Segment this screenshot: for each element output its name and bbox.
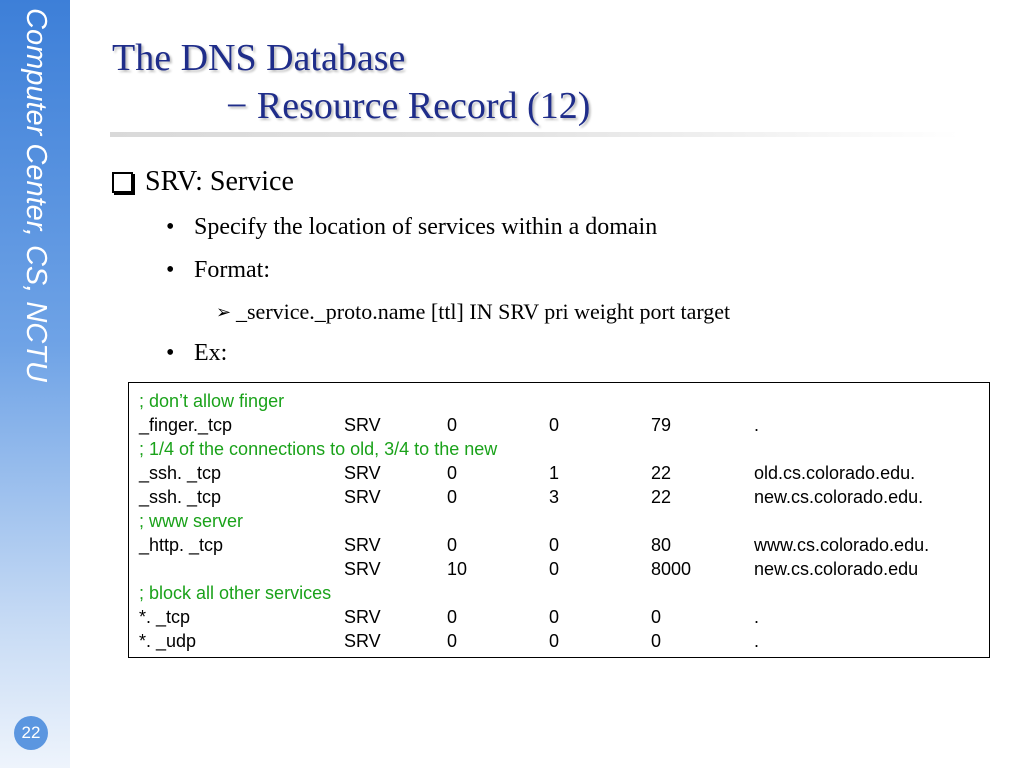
code-comment: ; block all other services [139,583,332,603]
code-cell: 0 [549,535,560,555]
code-cell: 0 [447,415,458,435]
bullet-text: Ex: [194,340,228,366]
bullet-item [166,214,657,241]
code-cell: 0 [651,631,662,651]
code-cell: *. _udp [139,631,197,651]
code-cell: 1 [549,463,560,483]
code-cell: _ssh. _tcp [139,487,222,507]
title-divider [110,132,960,137]
code-cell: 0 [447,463,458,483]
code-cell: new.cs.colorado.edu. [754,487,924,507]
code-cell: SRV [344,559,381,579]
bullet-dot-icon: • [166,257,175,283]
code-cell: SRV [344,535,381,555]
code-box [128,382,990,658]
code-cell: 79 [651,415,672,435]
code-cell: . [754,607,760,627]
code-cell: SRV [344,631,381,651]
code-cell: _finger._tcp [139,415,233,435]
code-cell: 0 [447,535,458,555]
code-cell: . [754,415,760,435]
title-line-1: The DNS Database [112,37,406,79]
bullet-item [166,257,270,284]
code-cell: SRV [344,463,381,483]
code-cell: SRV [344,607,381,627]
code-cell: 10 [447,559,468,579]
code-cell: . [754,631,760,651]
code-cell: *. _tcp [139,607,191,627]
code-cell: 22 [651,487,672,507]
code-cell: 8000 [651,559,692,579]
code-cell: 0 [651,607,662,627]
code-cell: 0 [549,607,560,627]
code-cell: _http. _tcp [139,535,224,555]
bullet-dot-icon: • [166,214,175,240]
code-cell: 0 [549,415,560,435]
code-cell: 0 [447,607,458,627]
bullet-text: Format: [194,257,270,283]
code-comment: ; don’t allow finger [139,391,285,411]
code-cell: 0 [549,559,560,579]
bullet-text: Specify the location of services within a domain [194,214,658,240]
code-cell: SRV [344,415,381,435]
code-cell: www.cs.colorado.edu. [754,535,930,555]
code-cell: 80 [651,535,672,555]
code-cell: 22 [651,463,672,483]
checkbox-bullet-icon [112,172,133,193]
sidebar [0,0,70,768]
bullet-dot-icon: • [166,340,175,366]
format-item [216,299,730,325]
bullet-item [166,340,227,367]
sidebar-label: Computer Center, CS, NCTU [20,8,52,382]
slide-title [112,34,590,130]
code-cell: SRV [344,487,381,507]
code-cell: _ssh. _tcp [139,463,222,483]
code-cell: new.cs.colorado.edu [754,559,919,579]
code-cell: 3 [549,487,560,507]
arrow-bullet-icon: ➢ [216,301,232,322]
code-cell: 0 [549,631,560,651]
code-comment: ; www server [139,511,244,531]
title-line-2: − Resource Record (12) [226,85,591,127]
code-cell: 0 [447,631,458,651]
page-number-badge: 22 [14,716,48,750]
code-cell: 0 [447,487,458,507]
heading-srv [112,166,294,198]
code-comment: ; 1/4 of the connections to old, 3/4 to the new [139,439,498,459]
code-cell: old.cs.colorado.edu. [754,463,916,483]
heading-text: SRV: Service [145,166,294,197]
format-text: _service._proto.name [ttl] IN SRV pri weight port target [236,299,731,324]
